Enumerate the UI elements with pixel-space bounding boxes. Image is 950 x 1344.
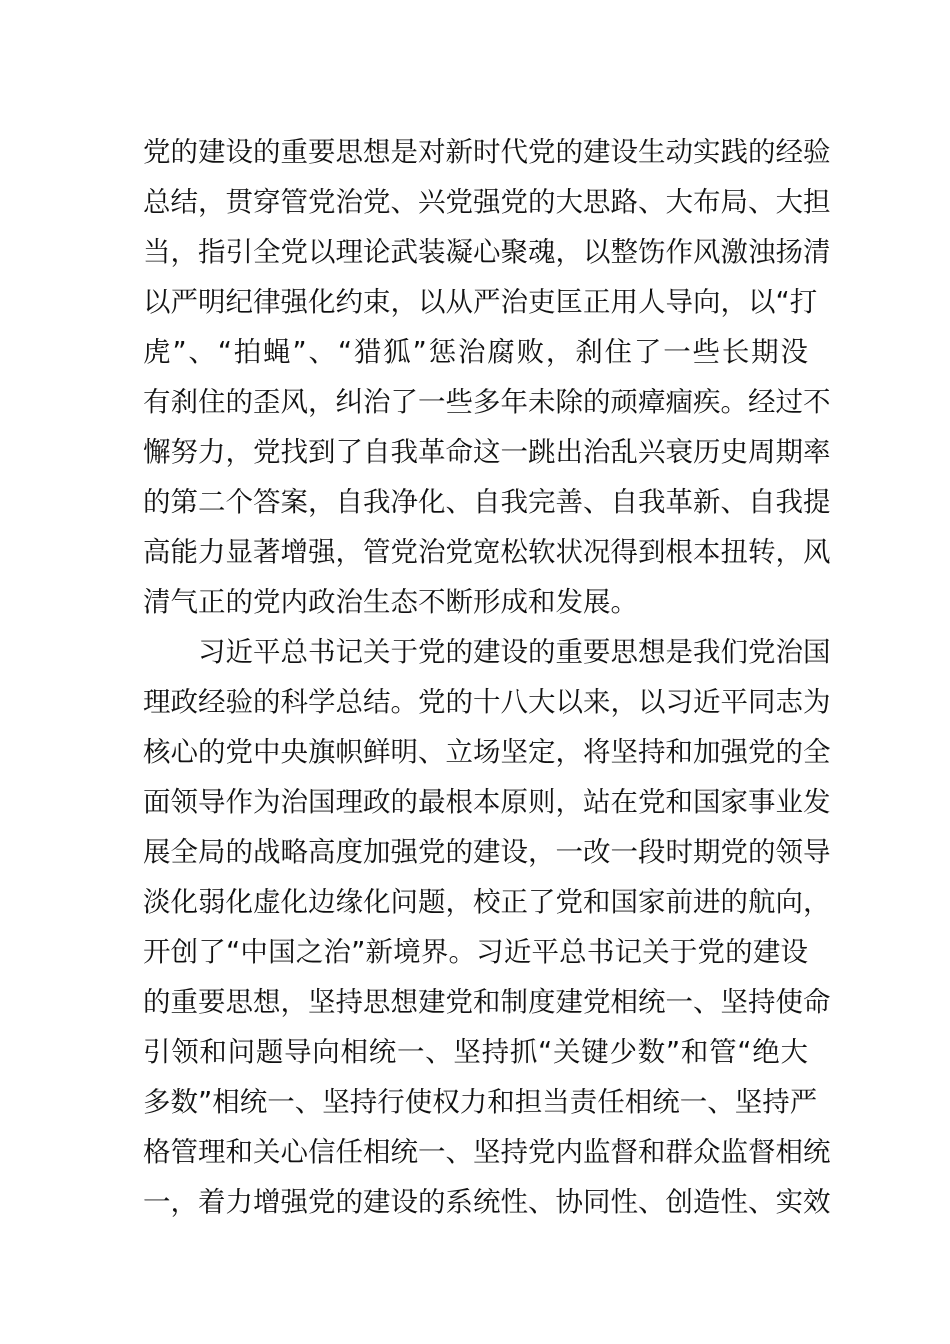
text-line: 有刹住的歪风，纠治了一些多年未除的顽瘴痼疾。经过不 <box>143 386 831 418</box>
paragraph-2 <box>143 627 831 1227</box>
text-line: 多数”相统一、坚持行使权力和担当责任相统一、坚持严 <box>143 1086 818 1118</box>
text-line: 的第二个答案，自我净化、自我完善、自我革新、自我提 <box>143 486 831 518</box>
text-line: 虎”、“拍蝇”、“猎狐”惩治腐败，刹住了一些长期没 <box>143 336 808 368</box>
text-line: 一，着力增强党的建设的系统性、协同性、创造性、实效 <box>143 1186 831 1218</box>
text-line: 引领和问题导向相统一、坚持抓“关键少数”和管“绝大 <box>143 1036 808 1068</box>
text-line: 总结，贯穿管党治党、兴党强党的大思路、大布局、大担 <box>143 186 831 218</box>
text-line: 的重要思想，坚持思想建党和制度建党相统一、坚持使命 <box>143 986 831 1018</box>
text-line: 当，指引全党以理论武装凝心聚魂，以整饬作风激浊扬清 <box>143 236 831 268</box>
text-line: 清气正的党内政治生态不断形成和发展。 <box>143 586 638 618</box>
text-line: 面领导作为治国理政的最根本原则，站在党和国家事业发 <box>143 786 831 818</box>
text-line: 理政经验的科学总结。党的十八大以来，以习近平同志为 <box>143 686 831 718</box>
text-line: 以严明纪律强化约束，以从严治吏匡正用人导向，以“打 <box>143 286 818 318</box>
text-line: 核心的党中央旗帜鲜明、立场坚定，将坚持和加强党的全 <box>143 736 831 768</box>
paragraph-1 <box>143 127 831 627</box>
text-line: 淡化弱化虚化边缘化问题，校正了党和国家前进的航向， <box>143 886 831 918</box>
text-line: 展全局的战略高度加强党的建设，一改一段时期党的领导 <box>143 836 831 868</box>
text-line: 习近平总书记关于党的建设的重要思想是我们党治国 <box>198 636 831 668</box>
text-line: 懈努力，党找到了自我革命这一跳出治乱兴衰历史周期率 <box>143 436 831 468</box>
text-line: 开创了“中国之治”新境界。习近平总书记关于党的建设 <box>143 936 808 968</box>
text-line: 格管理和关心信任相统一、坚持党内监督和群众监督相统 <box>143 1136 831 1168</box>
text-line: 党的建设的重要思想是对新时代党的建设生动实践的经验 <box>143 136 831 168</box>
body-text <box>143 127 831 1227</box>
text-line: 高能力显著增强，管党治党宽松软状况得到根本扭转，风 <box>143 536 831 568</box>
